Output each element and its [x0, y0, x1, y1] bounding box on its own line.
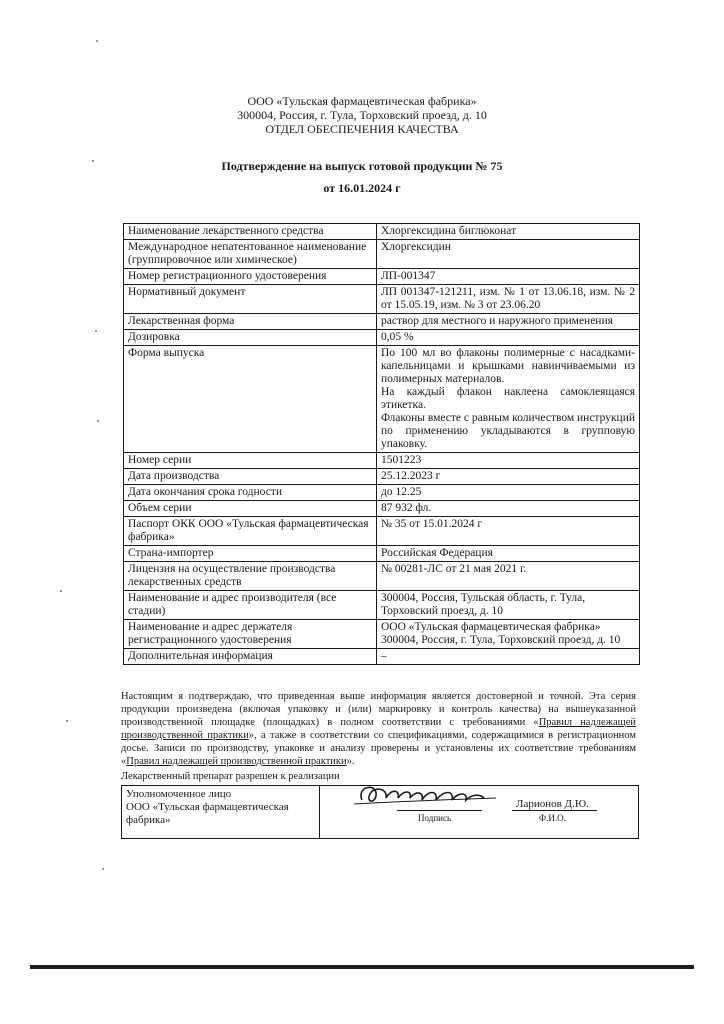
name-line — [512, 810, 597, 811]
scan-speck — [102, 868, 104, 870]
signature-block — [121, 785, 639, 839]
table-row — [124, 314, 640, 330]
field-value — [377, 330, 640, 346]
release-approval-text: Лекарственный препарат разрешен к реализации — [121, 771, 340, 782]
table-row — [124, 285, 640, 314]
authorized-person — [126, 788, 316, 827]
field-value — [377, 546, 640, 562]
field-label: Наименование и адрес держателя регистрационного удостоверения — [124, 620, 377, 649]
signature-divider — [319, 786, 320, 838]
signature-label: Подпись — [418, 813, 452, 823]
table-row — [124, 224, 640, 240]
field-value-line: ООО «Тульская фармацевтическая фабрика» 300004, Россия, г. Тула, Торховский проезд, д. 10 — [381, 621, 621, 646]
gmp-reference-2: Правил надлежащей производственной практики — [126, 756, 347, 767]
field-value — [377, 501, 640, 517]
table-row — [124, 330, 640, 346]
scan-speck — [96, 40, 98, 42]
field-value — [377, 240, 640, 269]
field-label: Номер серии — [124, 453, 377, 469]
statement-text-3: ». — [346, 756, 355, 767]
field-value — [377, 453, 640, 469]
field-value-line: № 00281-ЛС от 21 мая 2021 г. — [381, 563, 527, 575]
document-date: от 16.01.2024 г — [323, 181, 401, 195]
field-value-line: 87 932 фл. — [381, 502, 432, 514]
signer-name: Ларионов Д.Ю. — [516, 798, 589, 810]
field-value-line: № 35 от 15.01.2024 г — [381, 518, 483, 530]
field-value — [377, 269, 640, 285]
field-value-line: Флаконы вместе с равным количеством инструкций по применению укладываются в групповую упаковку. — [381, 412, 635, 450]
field-value — [377, 591, 640, 620]
field-value-line: Хлоргексидина биглюконат — [381, 225, 517, 237]
field-value-line: – — [381, 650, 387, 662]
authorized-person-role: Уполномоченное лицо — [126, 788, 232, 800]
confirmation-statement — [121, 690, 636, 768]
field-value-line: раствор для местного и наружного применения — [381, 315, 613, 327]
field-value-line: 300004, Россия, Тульская область, г. Тула, Торховский проезд, д. 10 — [381, 592, 586, 617]
field-value — [377, 285, 640, 314]
table-row — [124, 346, 640, 453]
field-label: Нормативный документ — [124, 285, 377, 314]
field-label: Дата производства — [124, 469, 377, 485]
statement-text-1: Настоящим я подтверждаю, что приведенная выше информация является достоверной и точной. Эта серия продукции произведена (включая упаковку и (или) маркировку и контроль качества) на вышеуказанной производственной площадке (площадках) в полном соответствии с требованиями « — [121, 691, 636, 728]
table-row — [124, 501, 640, 517]
company-address: 300004, Россия, г. Тула, Торховский проезд, д. 10 — [237, 108, 487, 122]
field-value — [377, 346, 640, 453]
field-label: Дозировка — [124, 330, 377, 346]
scan-edge-bar — [30, 965, 694, 969]
field-label: Международное непатентованное наименование (группировочное или химическое) — [124, 240, 377, 269]
table-row — [124, 469, 640, 485]
field-value — [377, 485, 640, 501]
field-value-line: до 12.25 — [381, 486, 422, 498]
product-info-table — [123, 223, 640, 665]
field-value — [377, 224, 640, 240]
field-value-line: По 100 мл во флаконы полимерные с насадками-капельницами и крышками навинчиваемыми из полимерных материалов. — [381, 347, 635, 385]
table-row — [124, 453, 640, 469]
field-label: Форма выпуска — [124, 346, 377, 453]
table-row — [124, 620, 640, 649]
name-label: Ф.И.О. — [539, 813, 566, 823]
scan-speck — [95, 330, 97, 332]
field-label: Лекарственная форма — [124, 314, 377, 330]
field-label: Наименование и адрес производителя (все стадии) — [124, 591, 377, 620]
handwritten-signature — [348, 778, 498, 812]
field-label: Наименование лекарственного средства — [124, 224, 377, 240]
field-value-line: ЛП-001347 — [381, 270, 436, 282]
field-label: Страна-импортер — [124, 546, 377, 562]
statement-text-2: », а также в соответствии со спецификациями, содержащимися в регистрационном досье. Записи по производству, упаковке и анализу проверены и установлены их соответствие требованиям « — [121, 730, 636, 767]
table-row — [124, 517, 640, 546]
document-header — [0, 94, 724, 136]
field-label: Номер регистрационного удостоверения — [124, 269, 377, 285]
scan-speck — [60, 590, 62, 592]
field-label: Объем серии — [124, 501, 377, 517]
field-value-line: 25.12.2023 г — [381, 470, 441, 482]
scan-speck — [97, 420, 99, 422]
field-value — [377, 517, 640, 546]
scan-speck — [92, 160, 94, 162]
field-value — [377, 562, 640, 591]
field-value — [377, 620, 640, 649]
field-label: Дата окончания срока годности — [124, 485, 377, 501]
table-row — [124, 269, 640, 285]
field-value-line: Хлоргексидин — [381, 241, 451, 253]
field-value — [377, 314, 640, 330]
department-name: ОТДЕЛ ОБЕСПЕЧЕНИЯ КАЧЕСТВА — [265, 122, 459, 136]
document-title: Подтверждение на выпуск готовой продукции № 75 — [221, 159, 503, 173]
scan-speck — [66, 720, 68, 722]
field-value-line: 1501223 — [381, 454, 422, 466]
table-row — [124, 485, 640, 501]
field-value-line: На каждый флакон наклеена самоклеящаяся этикетка. — [381, 386, 635, 411]
table-row — [124, 649, 640, 665]
table-row — [124, 546, 640, 562]
table-row — [124, 240, 640, 269]
gmp-reference-1: Правил надлежащей производственной практики — [121, 717, 636, 741]
signature-line — [397, 810, 482, 811]
table-row — [124, 562, 640, 591]
field-value — [377, 649, 640, 665]
field-value-line: ЛП 001347-121211, изм. № 1 от 13.06.18, изм. № 2 от 15.05.19, изм. № 3 от 23.06.20 — [381, 286, 635, 311]
authorized-person-org: ООО «Тульская фармацевтическая фабрика» — [126, 801, 289, 826]
field-value-line: Российская Федерация — [381, 547, 493, 559]
field-label: Дополнительная информация — [124, 649, 377, 665]
field-label: Паспорт ОКК ООО «Тульская фармацевтическая фабрика» — [124, 517, 377, 546]
field-value-line: 0,05 % — [381, 331, 414, 343]
field-value — [377, 469, 640, 485]
table-row — [124, 591, 640, 620]
company-name: ООО «Тульская фармацевтическая фабрика» — [247, 94, 477, 108]
field-label: Лицензия на осуществление производства лекарственных средств — [124, 562, 377, 591]
